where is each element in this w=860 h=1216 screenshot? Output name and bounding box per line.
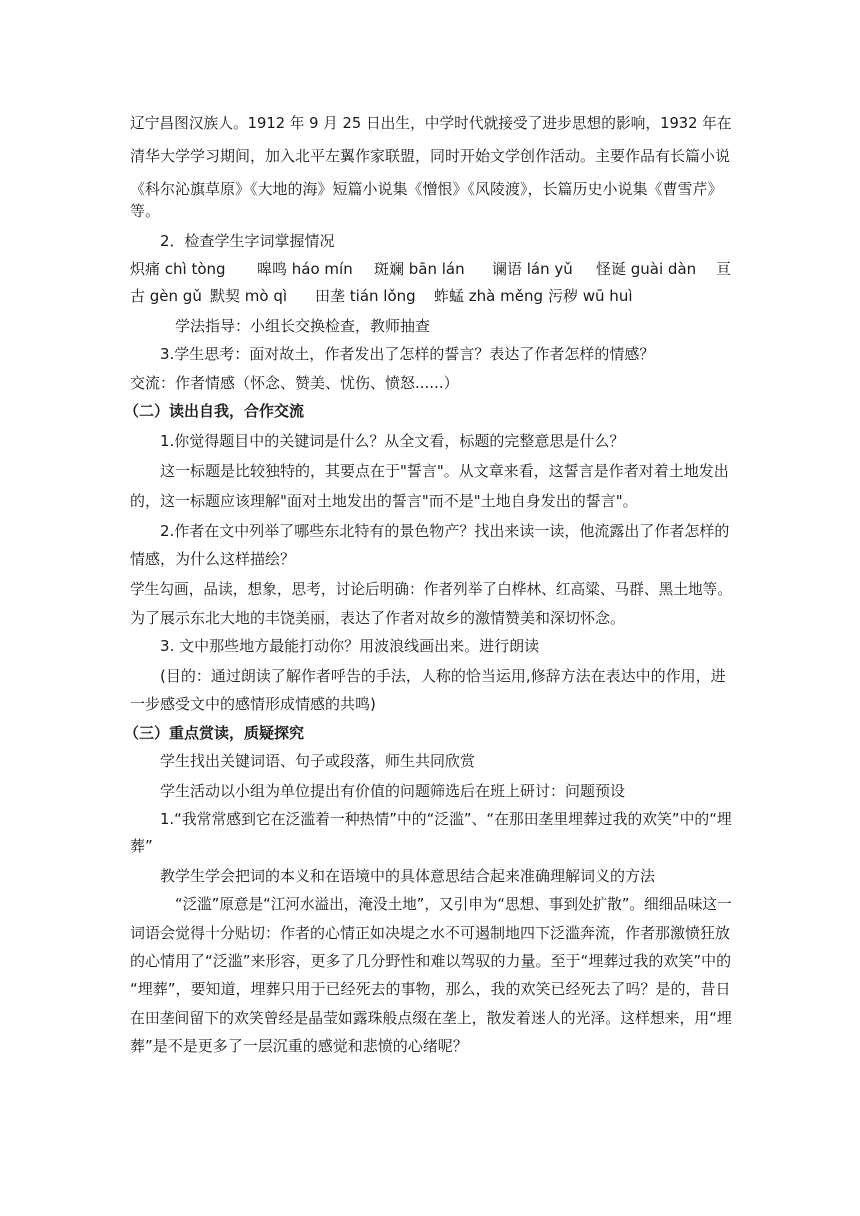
- section-heading: （二）读出自我，合作交流: [124, 402, 305, 420]
- question: 3.学生思考：面对故土，作者发出了怎样的誓言？表达了作者怎样的情感？: [160, 345, 655, 363]
- vocab-item: 谰语 lán yǔ: [492, 260, 573, 278]
- bio-line: 清华大学学习期间，加入北平左翼作家联盟，同时开始文学创作活动。主要作品有长篇小说: [130, 147, 731, 165]
- paragraph: 学生找出关键词语、句子或段落，师生共同欣赏: [160, 752, 476, 770]
- vocab-item: 炽痛 chì tòng: [130, 260, 226, 278]
- vocab-item: 默契 mò qì: [210, 287, 288, 305]
- vocab-item: 嗥鸣 háo mín: [257, 260, 353, 278]
- purpose-line: 一步感受文中的感情形成情感的共鸣): [130, 695, 376, 713]
- vocab-item: 怪诞 guài dàn: [596, 260, 697, 278]
- answer-line: 的，这一标题应该理解"面对土地发出的誓言"而不是"土地自身发出的誓言"。: [130, 492, 638, 510]
- answer-line: 这一标题是比较独特的，其要点在于"誓言"。从文章来看，这誓言是作者对着土地发出: [160, 462, 729, 480]
- bio-line: 等。: [130, 202, 161, 220]
- vocab-item: 斑斓 bān lán: [374, 260, 465, 278]
- analysis-line: “埋葬”，要知道，埋葬只用于已经死去的事物，那么，我的欢笑已经死去了吗？是的，昔日: [130, 980, 731, 998]
- answer-line: 学生勾画，品读，想象，思考，讨论后明确：作者列举了白桦林、红高粱、马群、黑土地等。: [130, 580, 733, 598]
- bio-line: 《科尔沁旗草原》《大地的海》短篇小说集《憎恨》《风陵渡》，长篇历史小说集《曹雪芹》: [130, 180, 723, 198]
- vocab-item: 污秽 wū huì: [548, 287, 633, 305]
- question: 3. 文中那些地方最能打动你？用波浪线画出来。进行朗读: [160, 637, 540, 655]
- question: 1.你觉得题目中的关键词是什么？从全文看，标题的完整意思是什么？: [160, 432, 625, 450]
- bio-line: 辽宁昌图汉族人。1912 年 9 月 25 日出生，中学时代就接受了进步思想的影响，1932 年在: [130, 114, 732, 132]
- section-heading: （三）重点赏读，质疑探究: [124, 724, 305, 742]
- paragraph: 教学生学会把词的本义和在语境中的具体意思结合起来准确理解词义的方法: [160, 867, 656, 885]
- question: 2.作者在文中列举了哪些东北特有的景色物产？找出来读一读，他流露出了作者怎样的: [160, 522, 730, 540]
- vocab-item: 蚱蜢 zhà měng: [434, 287, 543, 305]
- purpose-line: (目的：通过朗读了解作者呼告的手法，人称的恰当运用,修辞方法在表达中的作用，进: [160, 667, 726, 685]
- analysis-line: 葬”是不是更多了一层沉重的感觉和悲愤的心绪呢？: [130, 1037, 468, 1055]
- analysis-line: 词语会觉得十分贴切：作者的心情正如决堤之水不可遏制地四下泛滥奔流，作者那激愤狂放: [130, 924, 731, 942]
- question: 葬”: [130, 837, 153, 855]
- vocab-heading: 2．检查学生字词掌握情况: [160, 232, 335, 250]
- exchange-note: 交流：作者情感（怀念、赞美、忧伤、愤怒......）: [130, 374, 459, 392]
- analysis-line: “泛滥”原意是“江河水溢出，淹没土地”，又引申为“思想、事到处扩散”。细细品味这一: [175, 895, 732, 913]
- study-guide: 学法指导：小组长交换检查，教师抽查: [175, 317, 431, 335]
- analysis-line: 的心情用了“泛滥”来形容，更多了几分野性和难以驾驭的力量。至于“埋葬过我的欢笑”中的: [130, 952, 732, 970]
- vocab-item: 古 gèn gǔ: [130, 287, 202, 305]
- question: 1.“我常常感到它在泛滥着一种热情”中的“泛滥”、“在那田垄里埋葬过我的欢笑”中的“埋: [160, 810, 732, 828]
- answer-line: 为了展示东北大地的丰饶美丽，表达了作者对故乡的激情赞美和深切怀念。: [130, 609, 626, 627]
- paragraph: 学生活动以小组为单位提出有价值的问题筛选后在班上研讨：问题预设: [160, 782, 626, 800]
- analysis-line: 在田垄间留下的欢笑曾经是晶莹如露珠般点缀在垄上，散发着迷人的光泽。这样想来，用“埋: [130, 1009, 732, 1027]
- question: 情感，为什么这样描绘？: [130, 550, 296, 568]
- vocab-item: 田垄 tián lǒng: [315, 287, 416, 305]
- vocab-item: 亘: [716, 260, 732, 278]
